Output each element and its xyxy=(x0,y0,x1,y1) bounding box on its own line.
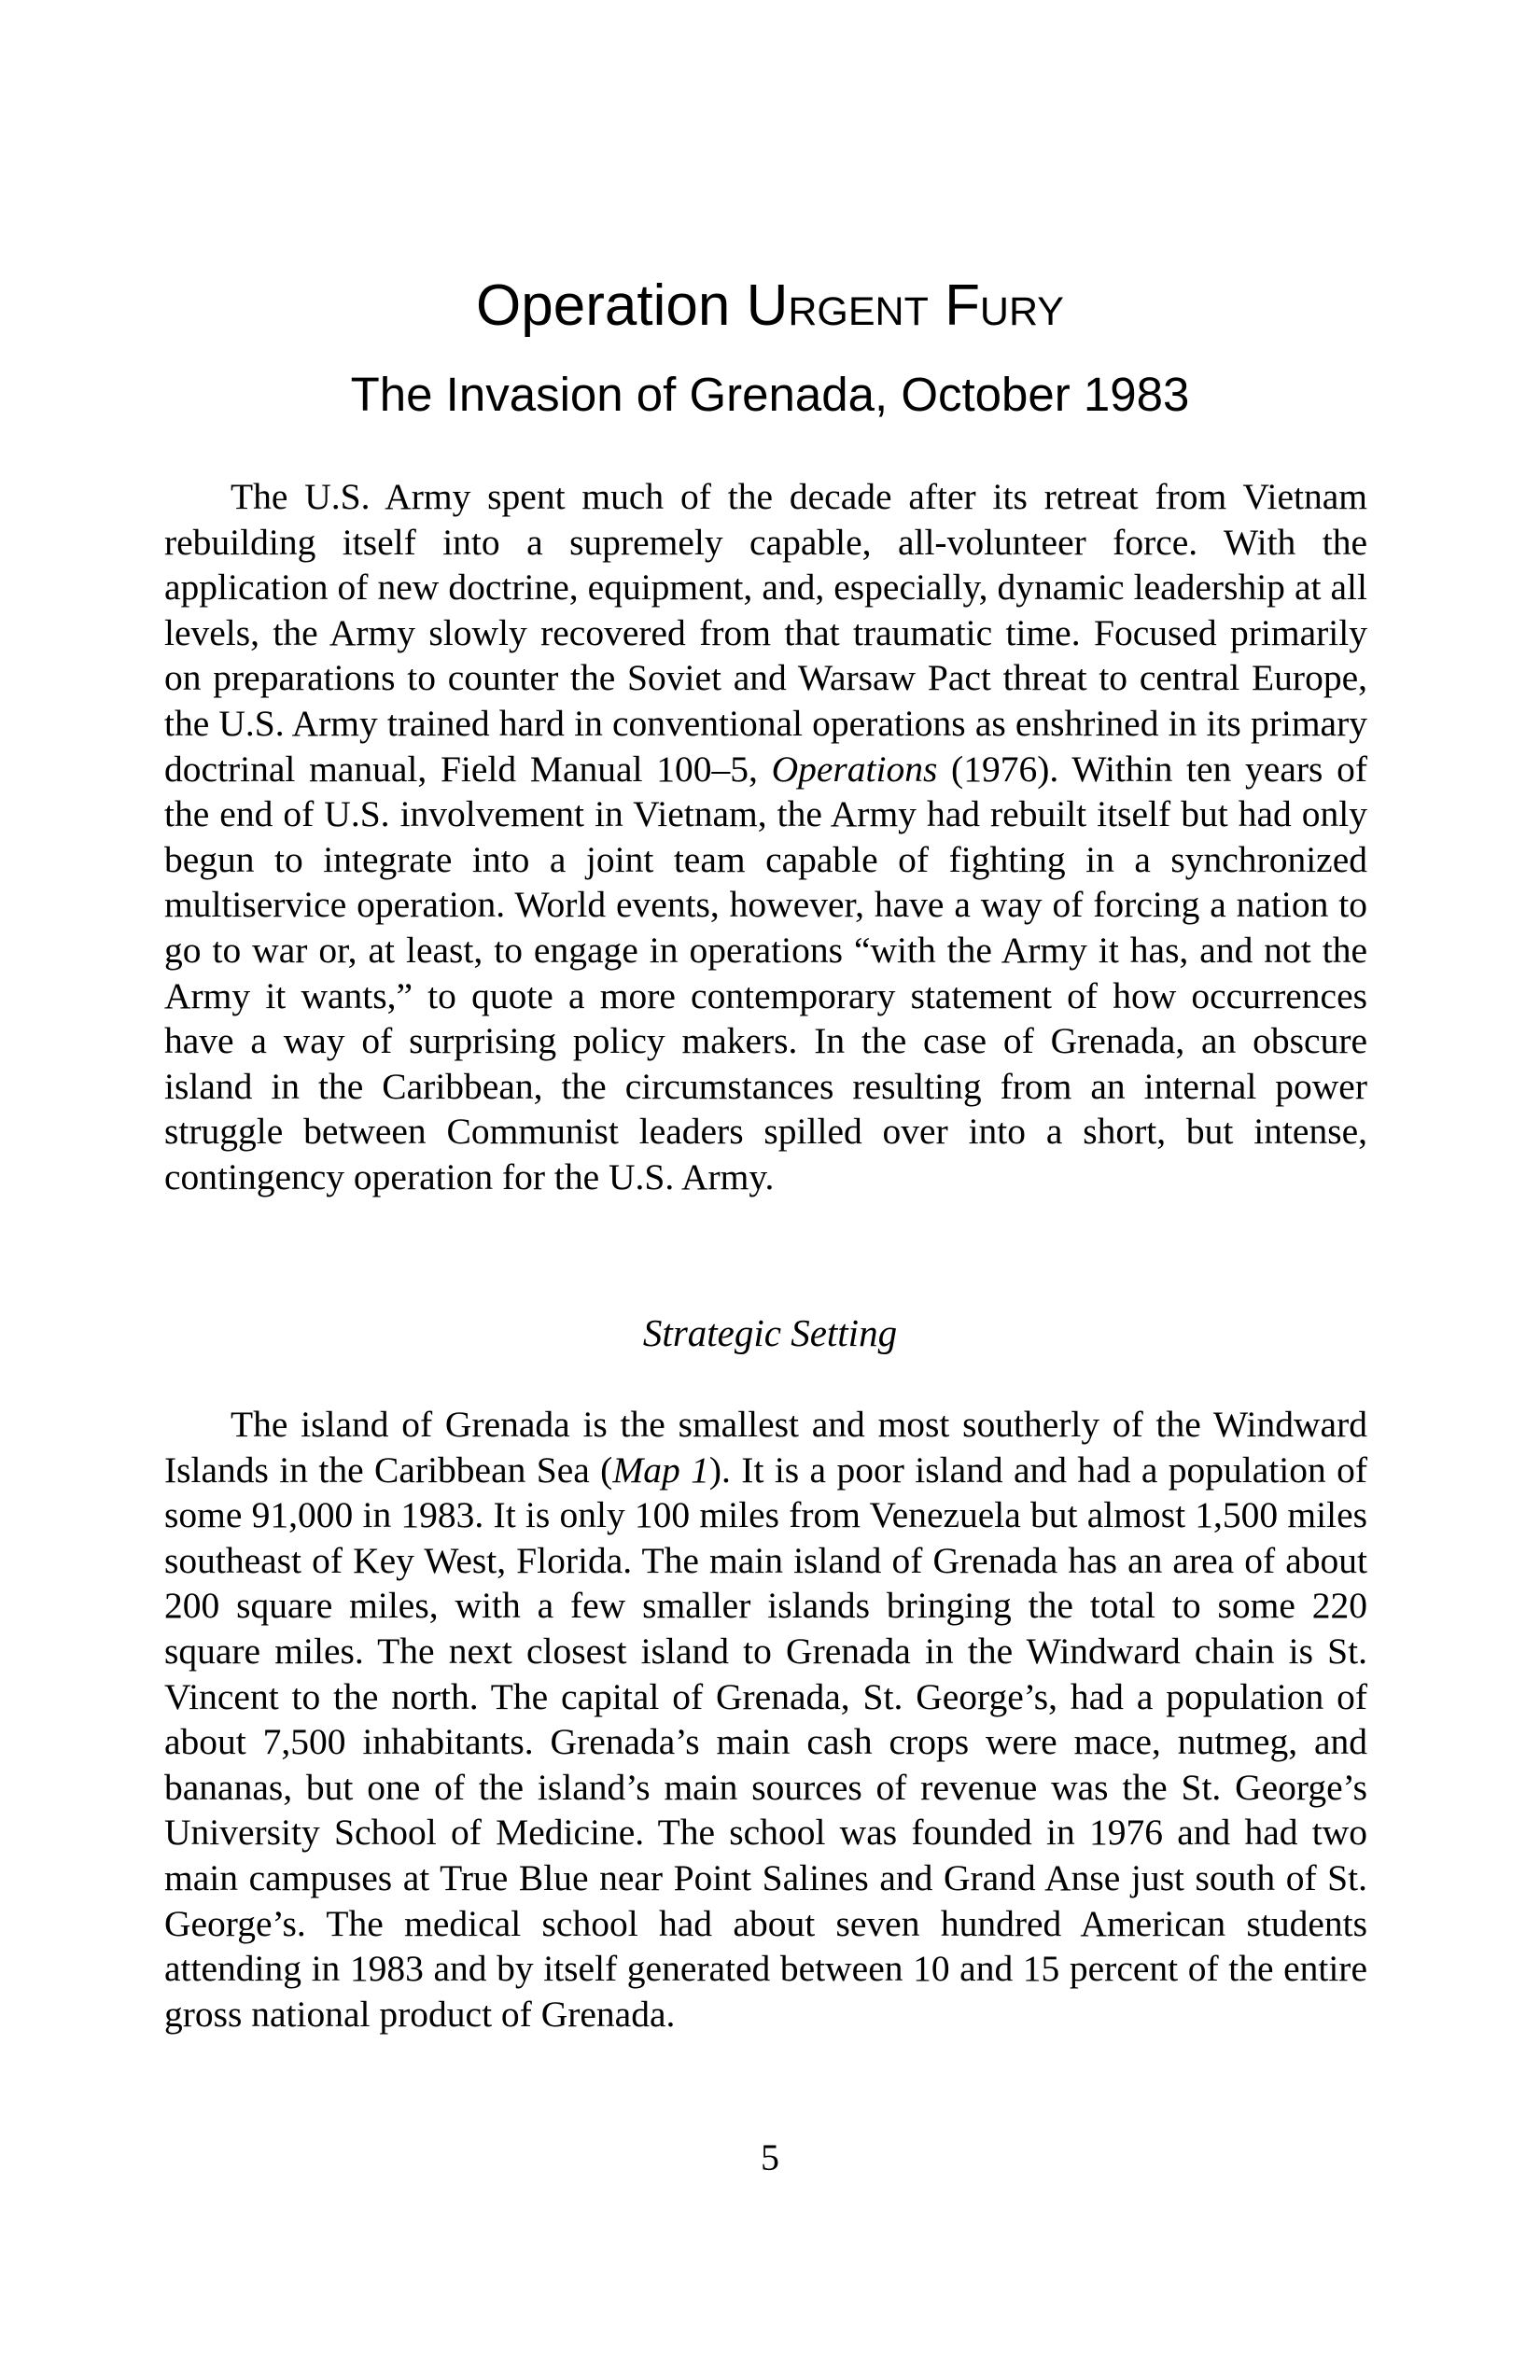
page-number: 5 xyxy=(761,2136,779,2178)
paragraph-setting-text-end: ). It is a poor island and had a population of some 91,000 in 1983. It is only 100 miles from Venezuela but almost 1,500 miles southeast of Key West, Florida. The main island of Grenada has an area of about 200 square miles, with a few smaller islands bringing the total to some 220 square miles. The next closest island to Grenada in the Windward chain is St. Vincent to the north. The capital of Grenada, St. George’s, had a population of about 7,500 inhabitants. Grenada’s main cash crops were mace, nutmeg, and bananas, but one of the island’s main sources of revenue was the St. George’s University School of Medicine. The school was founded in 1976 and had two main campuses at True Blue near Point Salines and Grand Anse just south of St. George’s. The medical school had about seven hundred American students attending in 1983 and by itself generated between 10 and 15 percent of the entire gross national product of Grenada. xyxy=(164,1449,1368,2035)
chapter-title-prefix: Operation xyxy=(476,273,747,338)
chapter-title xyxy=(0,273,1540,340)
section-heading: Strategic Setting xyxy=(642,1311,898,1354)
map-reference-italic: Map 1 xyxy=(612,1449,709,1491)
paragraph-intro-text-end: (1976). Within ten years of the end of U.S. involvement in Vietnam, the Army had rebuilt itself but had only begun to integrate into a joint team capable of fighting in a synchronized multiservice operation. World events, however, have a way of forcing a nation to go to war or, at least, to engage in operations “with the Army it has, and not the Army it wants,” to quote a more contemporary statement of how occurrences have a way of surprising policy makers. In the case of Grenada, an obscure island in the Caribbean, the circumstances resulting from an internal power struggle between Communist leaders spilled over into a short, but intense, contingency operation for the U.S. Army. xyxy=(164,748,1368,1197)
paragraph-setting-text-start: The island of Grenada is the smallest and most southerly of the Windward Islands in the Caribbean Sea ( xyxy=(164,1404,1367,1491)
chapter-title-operation-name: Urgent Fury xyxy=(746,273,1064,338)
manual-title-italic: Operations xyxy=(771,748,938,790)
chapter-subtitle: The Invasion of Grenada, October 1983 xyxy=(350,368,1190,421)
body-paragraph-intro xyxy=(164,474,1367,1200)
body-paragraph-strategic-setting xyxy=(164,1402,1367,2037)
paragraph-intro-text-start: The U.S. Army spent much of the decade after its retreat from Vietnam rebuilding itself into a supremely capable, all-volunteer force. With the application of new doctrine, equipment, and, especially, dynamic leadership at all levels, the Army slowly recovered from that traumatic time. Focused primarily on preparations to counter the Soviet and Warsaw Pact threat to central Europe, the U.S. Army trained hard in conventional operations as enshrined in its primary doctrinal manual, Field Manual 100–5, xyxy=(164,476,1367,790)
